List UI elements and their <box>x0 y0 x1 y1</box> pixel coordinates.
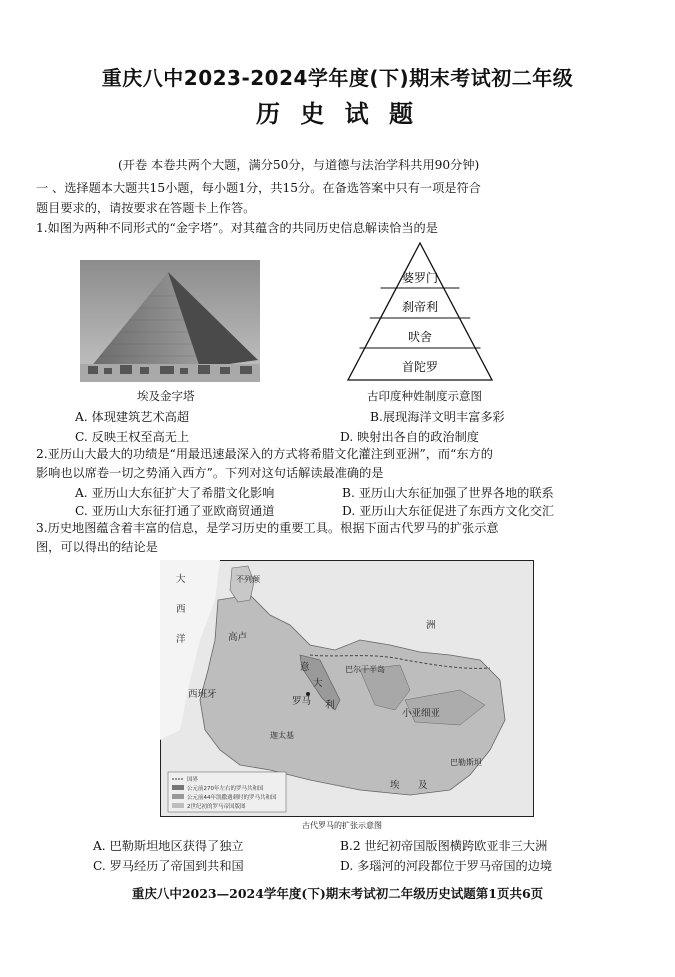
map-label-asia-minor: 小亚细亚 <box>402 708 441 719</box>
map-caption: 古代罗马的扩张示意图 <box>302 821 382 830</box>
q1-option-b[interactable]: B.展现海洋文明丰富多彩 <box>370 410 505 424</box>
q3-stem-line1: 3.历史地图蕴含着丰富的信息，是学习历史的重要工具。根据下面古代罗马的扩张示意 <box>36 521 499 535</box>
q1-stem: 1.如图为两种不同形式的“金字塔”。对其蕴含的共同历史信息解读恰当的是 <box>36 221 438 235</box>
egypt-pyramid-photo <box>80 260 260 382</box>
exam-title: 重庆八中2023-2024学年度(下)期末考试初二年级 <box>101 66 574 90</box>
caste-pyramid-diagram <box>345 240 495 382</box>
map-label-ocean-2: 西 <box>176 604 186 615</box>
q2-option-b[interactable]: B. 亚历山大东征加强了世界各地的联系 <box>342 486 554 500</box>
map-label-palestine: 巴勒斯坦 <box>450 758 482 767</box>
map-label-balkan: 巴尔干半岛 <box>345 665 385 674</box>
roman-expansion-map <box>160 560 534 817</box>
section1-heading-line2: 题目要求的，请按要求在答题卡上作答。 <box>36 201 256 215</box>
map-label-britain: 不列颠 <box>236 575 260 584</box>
map-label-italy-1: 意 <box>300 662 310 673</box>
q2-option-d[interactable]: D. 亚历山大东征促进了东西方文化交汇 <box>342 504 555 518</box>
caste-level-1: 婆罗门 <box>401 271 439 285</box>
caste-level-3: 吠舍 <box>407 330 433 344</box>
legend-item-1: 国界 <box>187 777 199 783</box>
map-label-spain: 西班牙 <box>188 689 217 700</box>
map-label-italy-3: 利 <box>325 700 335 711</box>
map-label-carthage: 迦太基 <box>270 731 294 740</box>
map-label-sea: 洲 <box>426 620 436 631</box>
map-label-ocean-1: 大 <box>176 574 186 585</box>
map-label-gaul: 高卢 <box>228 632 248 643</box>
egypt-photo-caption: 埃及金字塔 <box>137 389 195 403</box>
q2-stem-line1: 2.亚历山大最大的功绩是“用最迅速最深入的方式将希腊文化灌注到亚洲”，而“东方的 <box>36 447 493 461</box>
map-legend <box>168 772 286 812</box>
legend-item-3: 公元前44年凯撒遇刺时的罗马共和国 <box>187 795 277 801</box>
q2-option-c[interactable]: C. 亚历山大东征打通了亚欧商贸通道 <box>75 504 275 518</box>
q3-stem-line2: 图，可以得出的结论是 <box>36 540 158 554</box>
q1-option-a[interactable]: A. 体现建筑艺术高超 <box>75 410 190 424</box>
caste-level-2: 刹帝利 <box>401 300 439 314</box>
exam-subject-title: 历 史 试 题 <box>255 100 420 128</box>
caste-diagram-caption: 古印度种姓制度示意图 <box>367 389 482 403</box>
map-label-ocean-3: 洋 <box>176 634 186 645</box>
page-footer: 重庆八中2023—2024学年度(下)期末考试初二年级历史试题第1页共6页 <box>131 886 544 901</box>
q3-option-d[interactable]: D. 多瑙河的河段都位于罗马帝国的边境 <box>340 859 553 873</box>
map-label-rome: 罗马 <box>292 696 312 707</box>
caste-level-4: 首陀罗 <box>401 360 439 374</box>
section1-heading-line1: 一 、选择题本大题共15小题，每小题1分，共15分。在备选答案中只有一项是符合 <box>36 181 481 195</box>
q2-stem-line2: 影响也以席卷一切之势涌入西方”。下列对这句话解读最准确的是 <box>36 466 384 480</box>
q2-option-a[interactable]: A. 亚历山大东征扩大了希腊文化影响 <box>75 486 275 500</box>
map-label-italy-2: 大 <box>313 678 323 689</box>
map-label-egypt-1: 埃 <box>390 780 400 791</box>
legend-item-4: 2世纪初的罗马帝国版图 <box>187 804 246 810</box>
q3-option-b[interactable]: B.2 世纪初帝国版图横跨欧亚非三大洲 <box>340 839 548 853</box>
legend-item-2: 公元前270年左右的罗马共和国 <box>187 786 264 792</box>
q3-option-a[interactable]: A. 巴勒斯坦地区获得了独立 <box>93 839 244 853</box>
q1-option-c[interactable]: C. 反映王权至高无上 <box>75 430 190 444</box>
map-label-egypt-2: 及 <box>418 780 428 791</box>
q1-option-d[interactable]: D. 映射出各自的政治制度 <box>340 430 479 444</box>
q3-option-c[interactable]: C. 罗马经历了帝国到共和国 <box>93 859 244 873</box>
exam-instructions: (开卷 本卷共两个大题，满分50分，与道德与法治学科共用90分钟) <box>118 158 480 172</box>
